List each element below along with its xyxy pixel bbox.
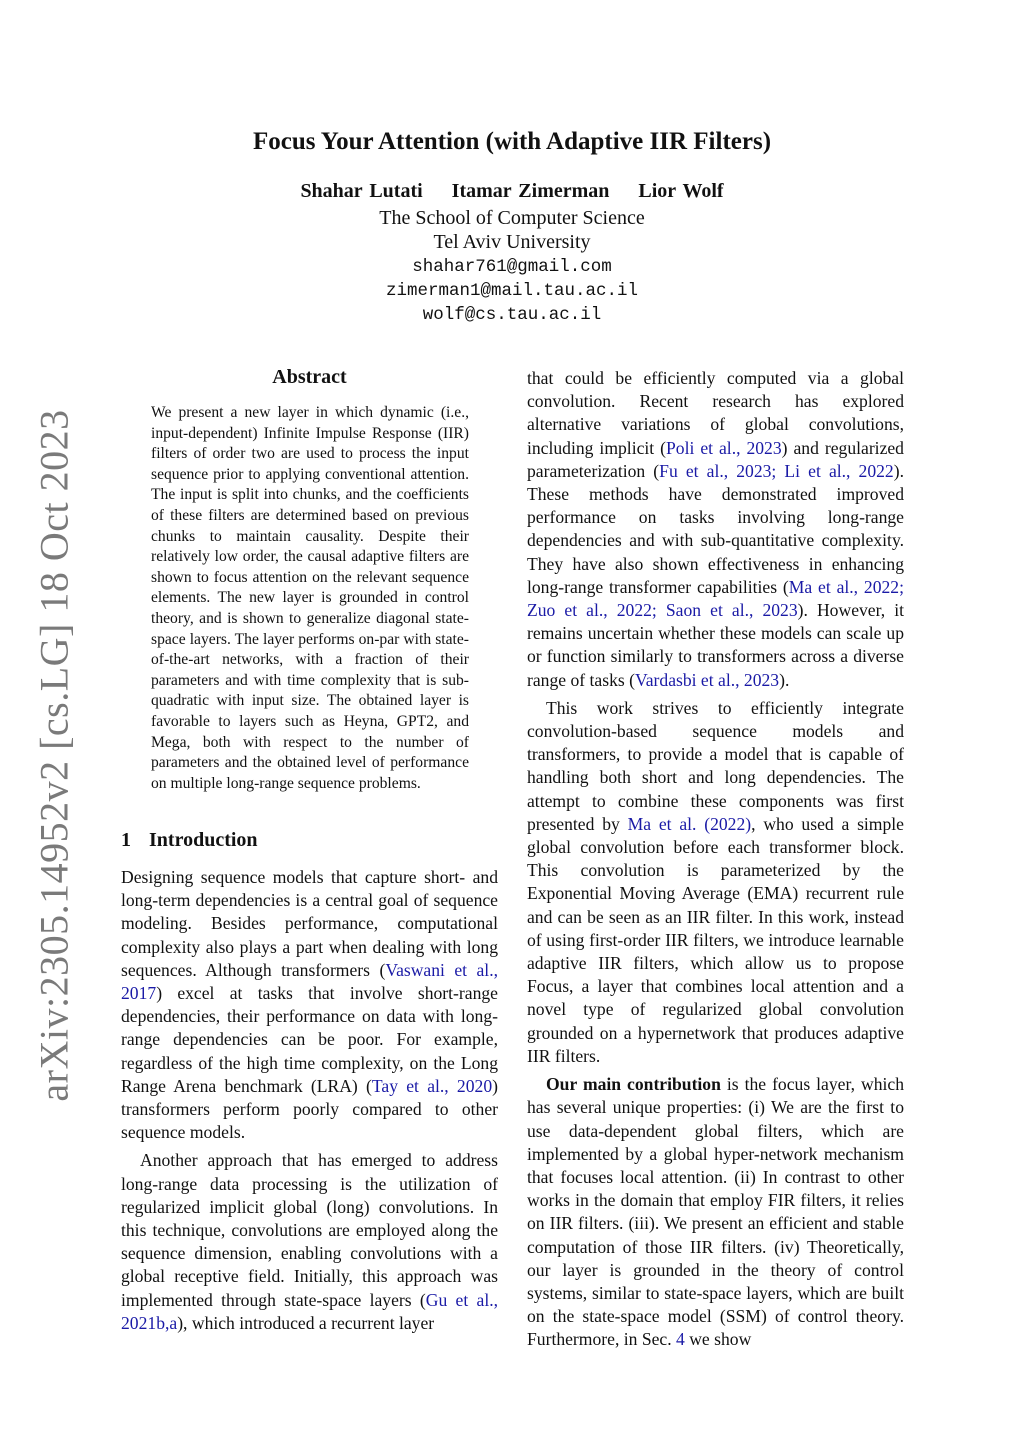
arxiv-identifier: arXiv:2305.14952v2 [cs.LG] 18 Oct 2023 — [31, 408, 77, 1102]
author-email: wolf@cs.tau.ac.il — [422, 305, 602, 325]
paragraph: This work strives to efficiently integrate convolution-based sequence models and transformers, to provide a model that is capable of handling both short and long dependencies. The attempt to combine these components was first presented by Ma et al. (2022), who used a simple global convolution before each transformer block. This convolution is parameterized by the Exponential Moving Average (EMA) recurrent rule and can be seen as an IIR filter. In this work, instead of using first-order IIR filters, we introduce learnable adaptive IIR filters, which allow us to propose Focus, a layer that combines local attention and a novel type of regularized global convolution grounded on a hypernetwork that produces adaptive IIR filters. — [527, 697, 904, 1066]
citation-link[interactable]: Ma et al., 2022; Zuo et al., 2022; Saon et al., 2023 — [527, 576, 904, 621]
citation-link[interactable]: Vaswani et al., 2017 — [121, 959, 498, 1004]
author-name: Itamar Zimerman — [451, 180, 610, 202]
author-name: Lior Wolf — [638, 180, 724, 202]
paragraph: Designing sequence models that capture short- and long-term dependencies is a central goal of sequence modeling. Besides performance, computational complexity also plays a part when dealing with long sequences. Although transformers (Vaswani et al., 2017) excel at tasks that involve short-range dependencies, their performance on data with long-range dependencies can be poor. For example, regardless of the high time complexity, on the Long Range Arena benchmark (LRA) (Tay et al., 2020) transformers perform poorly compared to other sequence models. — [121, 867, 498, 1143]
section-number: 1 — [121, 829, 131, 851]
affiliation-school: The School of Computer Science — [379, 207, 645, 229]
author-name: Shahar Lutati — [300, 180, 423, 202]
author-list — [0, 180, 1024, 203]
paragraph: Our main contribution is the focus layer, which has several unique properties: (i) We are the first to use data-dependent global filters, which are implemented by a global hyper-network mechanism that focuses local attention. (ii) In contrast to other works in the domain that employ FIR filters, it relies on IIR filters. (iii). We present an efficient and stable computation of those IIR filters. (iv) Theoretically, our layer is grounded in the theory of control systems, similar to state-space layers, which are built on the state-space model (SSM) of control theory. Furthermore, in Sec. 4 we show — [527, 1074, 905, 1350]
citation-link[interactable]: Gu et al., 2021b,a — [121, 1289, 499, 1333]
abstract-heading: Abstract — [272, 366, 347, 388]
abstract-text: We present a new layer in which dynamic (i.e., input-dependent) Infinite Impulse Response (IIR) filters of order two are used to process the input sequence prior to applying conventional attention. The input is split into chunks, and the coefficients of these filters are determined based on previous chunks to maintain causality. Despite their relatively low order, the causal adaptive filters are shown to focus attention on the relevant sequence elements. The new layer is grounded in control theory, and is shown to generalize diagonal state-space layers. The layer performs on-par with state-of-the-art networks, with a fraction of their parameters and with time complexity that is sub-quadratic with input size. The obtained layer is favorable to layers such as Heyna, GPT2, and Mega, both with respect to the number of parameters and the obtained level of performance on multiple long-range sequence problems. — [151, 404, 469, 792]
affiliation-university: Tel Aviv University — [433, 231, 591, 253]
author-email: zimerman1@mail.tau.ac.il — [385, 281, 639, 301]
citation-link[interactable]: Ma et al. (2022) — [627, 813, 752, 834]
section-title: Introduction — [149, 829, 258, 851]
section-reference-link[interactable]: 4 — [676, 1329, 685, 1350]
citation-link[interactable]: Vardasbi et al., 2023 — [634, 669, 780, 690]
citation-link[interactable]: Fu et al., 2023; Li et al., 2022 — [659, 460, 894, 481]
citation-link[interactable]: Poli et al., 2023 — [666, 437, 782, 458]
left-column-body — [121, 866, 498, 1340]
author-email: shahar761@gmail.com — [412, 257, 612, 277]
paragraph: that could be efficiently computed via a global convolution. Recent research has explored alternative variations of global convolutions, including implicit (Poli et al., 2023) and regularized parameterization (Fu et al., 2023; Li et al., 2022). These methods have demonstrated improved performance on tasks involving long-range dependencies and with sub-quantitative complexity. They have also shown effectiveness in enhancing long-range transformer capabilities (Ma et al., 2022; Zuo et al., 2022; Saon et al., 2023). However, it remains uncertain whether these models can scale up or function similarly to transformers across a diverse range of tasks (Vardasbi et al., 2023). — [527, 368, 904, 690]
citation-link[interactable]: Tay et al., 2020 — [371, 1075, 493, 1096]
section-heading-introduction — [121, 829, 258, 852]
paper-title: Focus Your Attention (with Adaptive IIR Filters) — [252, 128, 772, 155]
right-column-body — [527, 367, 904, 1357]
paragraph: Another approach that has emerged to address long-range data processing is the utilization of regularized implicit global (long) convolutions. In this technique, convolutions are employed along the sequence dimension, enabling convolutions with a global receptive field. Initially, this approach was implemented through state-space layers (Gu et al., 2021b,a), which introduced a recurrent layer — [121, 1150, 499, 1333]
bold-lead: Our main contribution — [546, 1074, 721, 1095]
